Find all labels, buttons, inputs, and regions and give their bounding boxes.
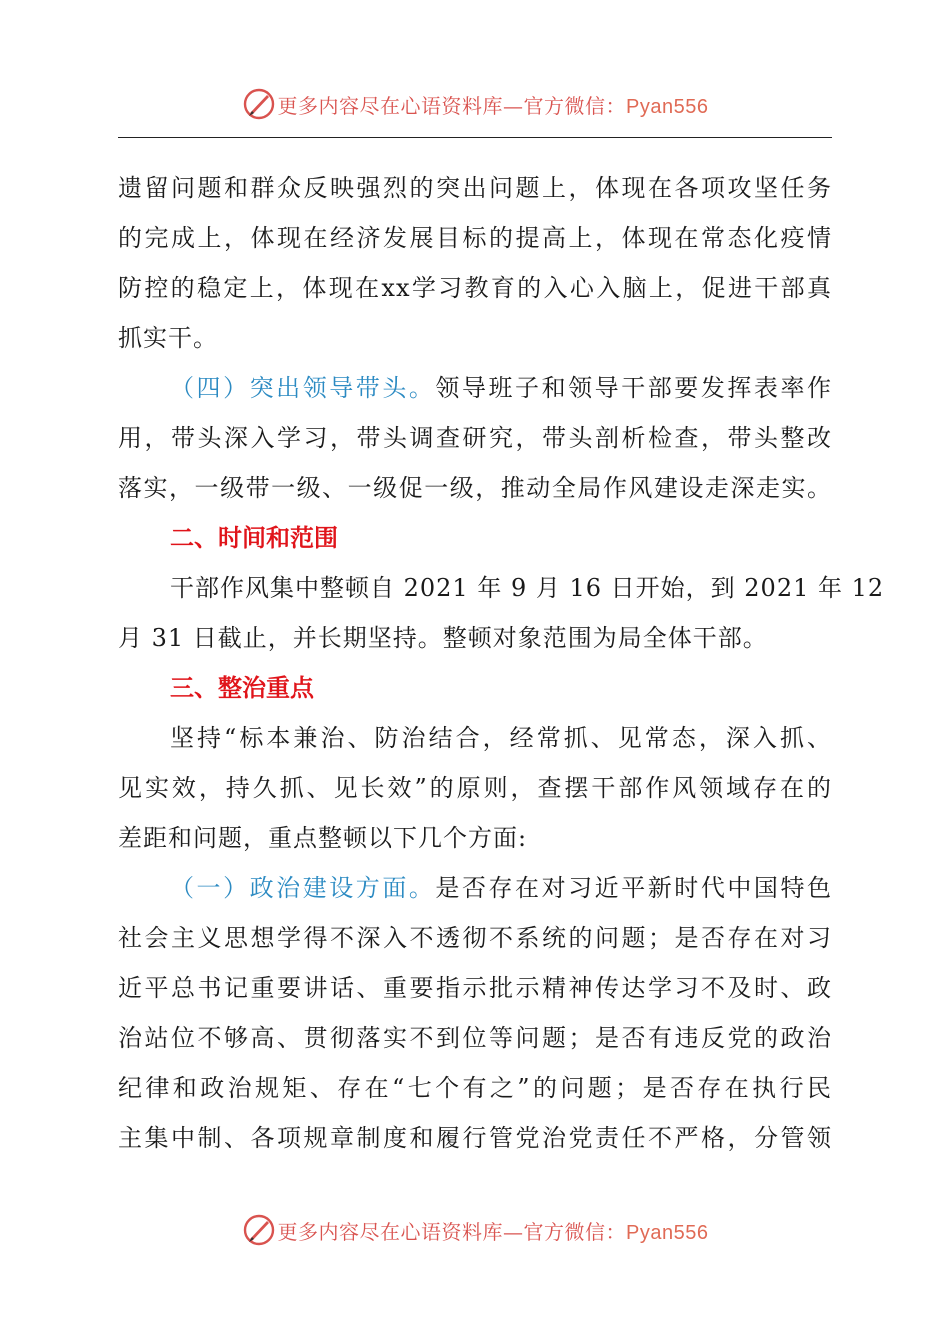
paragraph-line: 治站位不够高、贯彻落实不到位等问题；是否有违反党的政治 [118, 1024, 832, 1052]
section-heading: 三、整治重点 [170, 674, 314, 702]
paragraph-line: 见实效，持久抓、见长效”的原则，查摆干部作风领域存在的 [118, 774, 832, 802]
paragraph-line: 落实，一级带一级、一级促一级，推动全局作风建设走深走实。 [118, 474, 832, 502]
paragraph-line: （四）突出领导带头。领导班子和领导干部要发挥表率作 [170, 374, 833, 402]
banner-text: 更多内容尽在心语资料库—官方微信：Pyan556 [277, 1219, 709, 1244]
paragraph-line: 月 31 日截止，并长期坚持。整顿对象范围为局全体干部。 [118, 624, 768, 652]
header-divider [118, 137, 832, 138]
paragraph-line: 抓实干。 [118, 324, 218, 352]
subsection-title: （一）政治建设方面。 [170, 874, 436, 902]
paragraph-line: 遗留问题和群众反映强烈的突出问题上，体现在各项攻坚任务 [118, 174, 832, 202]
paragraph-line: 纪律和政治规矩、存在“七个有之”的问题；是否存在执行民 [118, 1074, 832, 1102]
paragraph-line: 社会主义思想学得不深入不透彻不系统的问题；是否存在对习 [118, 924, 832, 952]
section-heading: 二、时间和范围 [170, 524, 338, 552]
header-watermark-banner [0, 84, 950, 124]
document-body [118, 163, 885, 1163]
subsection-title: （四）突出领导带头。 [170, 374, 436, 402]
paragraph-line: 的完成上，体现在经济发展目标的提高上，体现在常态化疫情 [118, 224, 832, 252]
paragraph-line: 用，带头深入学习，带头调查研究，带头剖析检查，带头整改 [118, 424, 832, 452]
quill-pen-logo-icon [242, 1213, 276, 1247]
paragraph-line: （一）政治建设方面。是否存在对习近平新时代中国特色 [170, 874, 833, 902]
banner-text: 更多内容尽在心语资料库—官方微信：Pyan556 [277, 93, 709, 118]
paragraph-line: 差距和问题，重点整顿以下几个方面: [118, 824, 528, 852]
footer-watermark-banner [0, 1210, 950, 1250]
paragraph-line: 近平总书记重要讲话、重要指示批示精神传达学习不及时、政 [118, 974, 832, 1002]
quill-pen-logo-icon [242, 87, 276, 121]
paragraph-line: 干部作风集中整顿自 2021 年 9 月 16 日开始，到 2021 年 12 [170, 574, 885, 602]
paragraph-line: 主集中制、各项规章制度和履行管党治党责任不严格，分管领 [118, 1124, 832, 1152]
paragraph-line: 坚持“标本兼治、防治结合，经常抓、见常态，深入抓、 [170, 724, 832, 752]
paragraph-line: 防控的稳定上，体现在xx学习教育的入心入脑上，促进干部真 [118, 274, 832, 302]
